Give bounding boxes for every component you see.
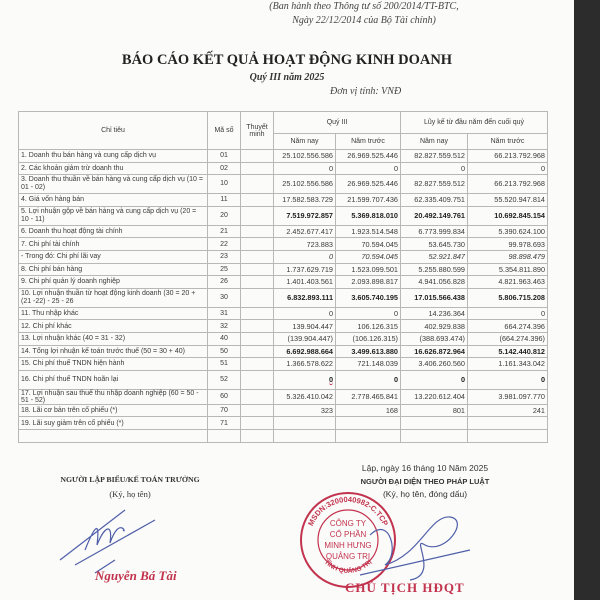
viewer-background <box>574 0 600 600</box>
cell-y-cur: 52.921.847 <box>401 250 468 263</box>
cell-code: 10 <box>208 175 241 194</box>
cell-label: - Trong đó: Chi phí lãi vay <box>19 250 208 263</box>
cell-code: 30 <box>208 288 241 307</box>
table-row <box>19 288 548 307</box>
cell-q-cur: 1.366.578.622 <box>274 358 336 371</box>
cell-empty <box>241 429 274 442</box>
header-q-this-year: Năm nay <box>274 134 336 150</box>
cell-label: 1. Doanh thu bán hàng và cung cấp dịch vụ <box>19 150 208 163</box>
cell-code: 11 <box>208 194 241 207</box>
cell-code: 60 <box>208 389 241 404</box>
cell-note <box>241 358 274 371</box>
representative-signature-icon <box>350 505 480 585</box>
cell-code: 52 <box>208 370 241 389</box>
table-row <box>19 276 548 289</box>
cell-q-cur: 25.102.556.586 <box>274 175 336 194</box>
cell-note <box>241 370 274 389</box>
cell-q-cur: (139.904.447) <box>274 332 336 345</box>
cell-code: 71 <box>208 417 241 430</box>
cell-y-cur: 16.626.872.964 <box>401 345 468 358</box>
cell-q-prev: 1.923.514.548 <box>336 225 401 238</box>
cell-empty <box>336 429 401 442</box>
cell-q-cur: 0 <box>274 250 336 263</box>
cell-q-cur: 6.692.988.664 <box>274 345 336 358</box>
cell-y-cur: 53.645.730 <box>401 238 468 251</box>
table-row <box>19 225 548 238</box>
cell-q-prev: 26.969.525.446 <box>336 175 401 194</box>
cell-q-prev: 106.126.315 <box>336 320 401 333</box>
svg-text:QUẢNG TRỊ: QUẢNG TRỊ <box>325 552 371 561</box>
cell-note <box>241 345 274 358</box>
cell-q-cur <box>274 417 336 430</box>
cell-y-cur: 5.255.880.599 <box>401 263 468 276</box>
cell-label: 5. Lợi nhuận gộp về bán hàng và cung cấp dịch vụ (20 = 10 - 11) <box>19 206 208 225</box>
cell-empty <box>274 429 336 442</box>
table-row <box>19 417 548 430</box>
cell-note <box>241 162 274 175</box>
cell-note <box>241 150 274 163</box>
svg-text:CÔNG TY: CÔNG TY <box>329 519 367 528</box>
cell-q-prev: 2.778.465.841 <box>336 389 401 404</box>
circular-reference <box>234 0 494 28</box>
cell-y-prev: 5.390.624.100 <box>468 225 548 238</box>
representative-note: (Ký, họ tên, đóng dấu) <box>382 489 468 499</box>
highlighted-net-profit: 0 <box>328 374 333 384</box>
preparer-signature-icon <box>55 505 185 575</box>
cell-y-cur: 13.220.612.404 <box>401 389 468 404</box>
table-row <box>19 389 548 404</box>
table-row <box>19 206 548 225</box>
cell-q-prev: 168 <box>336 404 401 417</box>
representative-title: NGƯỜI ĐẠI DIỆN THEO PHÁP LUẬT <box>360 477 490 486</box>
cell-label: 10. Lợi nhuận thuần từ hoạt động kinh doanh (30 = 20 + (21 -22) - 25 - 26 <box>19 288 208 307</box>
header-quarter: Quý III <box>274 112 401 134</box>
cell-y-cur: 14.236.364 <box>401 307 468 320</box>
header-q-last-year: Năm trước <box>336 134 401 150</box>
cell-q-prev <box>336 417 401 430</box>
cell-code: 01 <box>208 150 241 163</box>
cell-q-prev: (106.126.315) <box>336 332 401 345</box>
cell-code: 20 <box>208 206 241 225</box>
income-statement-table <box>18 111 548 443</box>
table-row <box>19 238 548 251</box>
cell-y-prev: 99.978.693 <box>468 238 548 251</box>
cell-code: 40 <box>208 332 241 345</box>
cell-code: 21 <box>208 225 241 238</box>
cell-y-prev: 0 <box>468 162 548 175</box>
cell-label: 9. Chi phí quản lý doanh nghiệp <box>19 276 208 289</box>
cell-q-prev: 3.605.740.195 <box>336 288 401 307</box>
cell-y-cur: 4.941.056.828 <box>401 276 468 289</box>
cell-y-cur: 801 <box>401 404 468 417</box>
cell-q-prev: 0 <box>336 162 401 175</box>
cell-y-cur: 20.492.149.761 <box>401 206 468 225</box>
cell-q-prev: 721.148.039 <box>336 358 401 371</box>
cell-label: 15. Chi phí thuế TNDN hiện hành <box>19 358 208 371</box>
cell-note <box>241 276 274 289</box>
preparer-name: Nguyễn Bá Tài <box>95 568 177 583</box>
cell-q-cur: 0 <box>274 307 336 320</box>
table-row <box>19 358 548 371</box>
cell-y-cur: 402.929.838 <box>401 320 468 333</box>
cell-y-cur <box>401 417 468 430</box>
cell-code: 23 <box>208 250 241 263</box>
cell-note <box>241 225 274 238</box>
cell-note <box>241 206 274 225</box>
cell-q-cur: 139.904.447 <box>274 320 336 333</box>
cell-label: 16. Chi phí thuế TNDN hoãn lại <box>19 370 208 389</box>
cell-code: 22 <box>208 238 241 251</box>
cell-q-prev: 1.523.099.501 <box>336 263 401 276</box>
table-row <box>19 162 548 175</box>
circular-line-1: (Ban hành theo Thông tư số 200/2014/TT-BTC, <box>269 1 459 12</box>
report-title: BÁO CÁO KẾT QUẢ HOẠT ĐỘNG KINH DOANH <box>121 52 453 68</box>
cell-note <box>241 332 274 345</box>
cell-label: 7. Chi phí tài chính <box>19 238 208 251</box>
cell-note <box>241 238 274 251</box>
cell-y-cur: 82.827.559.512 <box>401 150 468 163</box>
cell-q-cur: 723.883 <box>274 238 336 251</box>
header-ytd: Lũy kế từ đầu năm đến cuối quý <box>401 112 548 134</box>
table-row <box>19 194 548 207</box>
cell-code: 32 <box>208 320 241 333</box>
cell-y-prev: 0 <box>468 307 548 320</box>
cell-y-prev: 3.981.097.770 <box>468 389 548 404</box>
cell-q-prev: 21.599.707.436 <box>336 194 401 207</box>
cell-note <box>241 194 274 207</box>
preparer-note: (Ký, họ tên) <box>109 489 151 499</box>
header-ytd-last-year: Năm trước <box>468 134 548 150</box>
cell-q-cur: 7.519.972.857 <box>274 206 336 225</box>
currency-unit: Đơn vị tính: VNĐ <box>330 86 402 97</box>
cell-y-cur: (388.693.474) <box>401 332 468 345</box>
cell-y-prev: 241 <box>468 404 548 417</box>
cell-y-cur: 17.015.566.438 <box>401 288 468 307</box>
cell-y-prev: 55.520.947.814 <box>468 194 548 207</box>
cell-label: 11. Thu nhập khác <box>19 307 208 320</box>
cell-q-cur: 25.102.556.586 <box>274 150 336 163</box>
cell-y-prev: 0 <box>468 370 548 389</box>
table-row <box>19 332 548 345</box>
cell-q-prev: 3.499.613.880 <box>336 345 401 358</box>
cell-label: 8. Chi phí bán hàng <box>19 263 208 276</box>
cell-y-prev: 66.213.792.968 <box>468 175 548 194</box>
table-row <box>19 345 548 358</box>
cell-y-prev: 5.806.715.208 <box>468 288 548 307</box>
preparer-title: NGƯỜI LẬP BIỂU/KẾ TOÁN TRƯỞNG <box>60 475 200 484</box>
empty-row <box>19 429 548 442</box>
cell-q-prev: 26.969.525.446 <box>336 150 401 163</box>
cell-note <box>241 320 274 333</box>
cell-empty <box>401 429 468 442</box>
header-code: Mã số <box>208 112 241 150</box>
cell-q-cur: 1.737.629.719 <box>274 263 336 276</box>
cell-y-prev: 4.821.963.463 <box>468 276 548 289</box>
cell-q-cur: 17.582.583.729 <box>274 194 336 207</box>
cell-code: 70 <box>208 404 241 417</box>
svg-text:MINH HƯNG: MINH HƯNG <box>324 541 372 550</box>
cell-label: 19. Lãi suy giảm trên cổ phiếu (*) <box>19 417 208 430</box>
cell-note <box>241 175 274 194</box>
cell-y-cur: 82.827.559.512 <box>401 175 468 194</box>
cell-empty <box>208 429 241 442</box>
cell-y-prev <box>468 417 548 430</box>
svg-text:TỈNH QUẢNG TRỊ: TỈNH QUẢNG TRỊ <box>322 558 374 575</box>
cell-note <box>241 288 274 307</box>
cell-q-prev: 70.594.045 <box>336 238 401 251</box>
cell-note <box>241 404 274 417</box>
cell-empty <box>468 429 548 442</box>
table-row <box>19 150 548 163</box>
cell-code: 26 <box>208 276 241 289</box>
cell-y-prev: 98.898.479 <box>468 250 548 263</box>
cell-q-cur: 323 <box>274 404 336 417</box>
cell-q-cur: 5.326.410.042 <box>274 389 336 404</box>
table-row <box>19 175 548 194</box>
cell-y-prev: 5.354.811.890 <box>468 263 548 276</box>
cell-y-prev: 664.274.396 <box>468 320 548 333</box>
cell-empty <box>19 429 208 442</box>
report-date: Lập, ngày 16 tháng 10 Năm 2025 <box>361 463 489 473</box>
cell-label: 6. Doanh thu hoạt động tài chính <box>19 225 208 238</box>
representative-position: CHỦ TỊCH HĐQT <box>345 580 465 595</box>
cell-label: 4. Giá vốn hàng bán <box>19 194 208 207</box>
table-row <box>19 263 548 276</box>
cell-q-prev: 5.369.818.010 <box>336 206 401 225</box>
cell-note <box>241 389 274 404</box>
cell-code: 31 <box>208 307 241 320</box>
cell-y-prev: 10.692.845.154 <box>468 206 548 225</box>
cell-q-cur: 2.452.677.417 <box>274 225 336 238</box>
cell-label: 2. Các khoản giảm trừ doanh thu <box>19 162 208 175</box>
cell-q-cur: 1.401.403.561 <box>274 276 336 289</box>
cell-q-cur <box>274 370 336 389</box>
cell-note <box>241 250 274 263</box>
table-row <box>19 404 548 417</box>
header-item: Chỉ tiêu <box>19 112 208 150</box>
cell-q-prev: 2.093.898.817 <box>336 276 401 289</box>
cell-q-cur: 6.832.893.111 <box>274 288 336 307</box>
cell-code: 02 <box>208 162 241 175</box>
cell-code: 51 <box>208 358 241 371</box>
cell-y-cur: 3.406.260.560 <box>401 358 468 371</box>
cell-y-cur: 0 <box>401 370 468 389</box>
cell-note <box>241 263 274 276</box>
report-period: Quý III năm 2025 <box>249 72 325 83</box>
cell-y-cur: 62.335.409.751 <box>401 194 468 207</box>
circular-line-2: Ngày 22/12/2014 của Bộ Tài chính) <box>292 15 436 26</box>
svg-text:CỔ PHẦN: CỔ PHẦN <box>329 530 367 539</box>
table-row <box>19 370 548 389</box>
cell-q-cur: 0 <box>274 162 336 175</box>
table-row <box>19 307 548 320</box>
cell-y-cur: 6.773.999.834 <box>401 225 468 238</box>
header-note: Thuyết minh <box>241 112 274 150</box>
cell-label: 14. Tổng lợi nhuận kế toán trước thuế (50 = 30 + 40) <box>19 345 208 358</box>
cell-y-prev: 66.213.792.968 <box>468 150 548 163</box>
cell-note <box>241 417 274 430</box>
cell-q-prev: 0 <box>336 370 401 389</box>
svg-text:MSDN:3200040982-C.TCP: MSDN:3200040982-C.TCP <box>306 494 390 528</box>
cell-label: 18. Lãi cơ bản trên cổ phiếu (*) <box>19 404 208 417</box>
cell-note <box>241 307 274 320</box>
cell-label: 12. Chi phí khác <box>19 320 208 333</box>
cell-code: 25 <box>208 263 241 276</box>
cell-q-prev: 70.594.045 <box>336 250 401 263</box>
cell-q-prev: 0 <box>336 307 401 320</box>
header-ytd-this-year: Năm nay <box>401 134 468 150</box>
cell-y-cur: 0 <box>401 162 468 175</box>
table-row <box>19 320 548 333</box>
cell-y-prev: 1.161.343.042 <box>468 358 548 371</box>
table-row <box>19 250 548 263</box>
cell-label: 3. Doanh thu thuần về bán hàng và cung cấp dịch vụ (10 = 01 - 02) <box>19 175 208 194</box>
cell-code: 50 <box>208 345 241 358</box>
cell-label: 13. Lợi nhuận khác (40 = 31 - 32) <box>19 332 208 345</box>
cell-y-prev: (664.274.396) <box>468 332 548 345</box>
cell-y-prev: 5.142.440.812 <box>468 345 548 358</box>
cell-label: 17. Lợi nhuận sau thuế thu nhập doanh nghiệp (60 = 50 - 51 - 52) <box>19 389 208 404</box>
preparer-signature-block <box>30 473 230 501</box>
